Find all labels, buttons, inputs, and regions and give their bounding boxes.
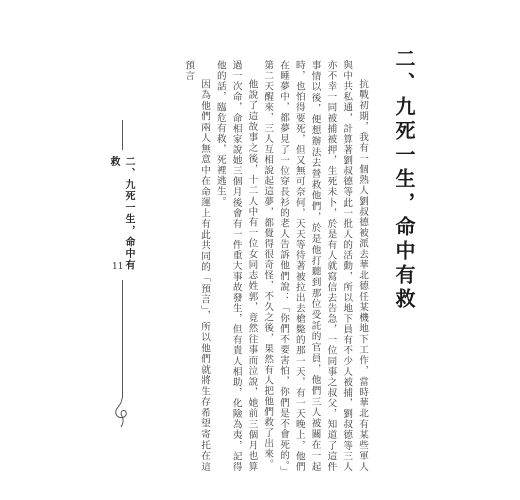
running-head [108, 120, 138, 440]
paragraph-1: 抗戰初期，我有一個熟人劉叔德被派去華北德任某機地下工作，當時華北有某些軍人與中共私通，計算著劉叔德等此一批人的活動，所以地下員有不少人被捕，劉叔德等三人亦不幸一同被捕被押，生死未卜，於是有人就寫信去告急，一位同事之叔父，知道了這件事情以後，便想辦法去營救他們，於是他打聽到那位受託的官員，他們三人被關在一起時，也怕得要死，但又無可奈何，天天等待著被拉出去槍斃的那一天，有一天晚上，他們在睡夢中，都夢見了一位穿長衫的老人告訴他們說：「你們不要害怕，你們是不會死的。」第二天醒來，三人互相說起這夢，都覺得很奇怪，不久之後，果然有人把他們救了出來。 [262, 60, 368, 472]
running-head-rule-bottom [122, 280, 123, 398]
paragraph-3: 因為他們兩人無意中在命運上有此共同的「預言」，所以他們就將生存希望寄托在這預言 [183, 60, 211, 472]
page-number: 11 [112, 262, 124, 272]
paragraph-2: 他說了這故事之後，十二人中有一位女同志姓郭，竟然往事而泣說，她前三個月也算過一次命，命相家說她三個月後會有一件重大事故發生，但有貴人相助，化險為夷，記得他的話，臨危有救，死裡逃生。 [214, 60, 258, 472]
body-text [150, 60, 370, 472]
running-head-text: 二、九死一生，命中有救 [108, 156, 134, 271]
running-head-rule-top [122, 120, 123, 150]
flourish-ornament-icon [110, 398, 140, 428]
chapter-title: 二、九死一生，命中有救 [392, 48, 416, 312]
